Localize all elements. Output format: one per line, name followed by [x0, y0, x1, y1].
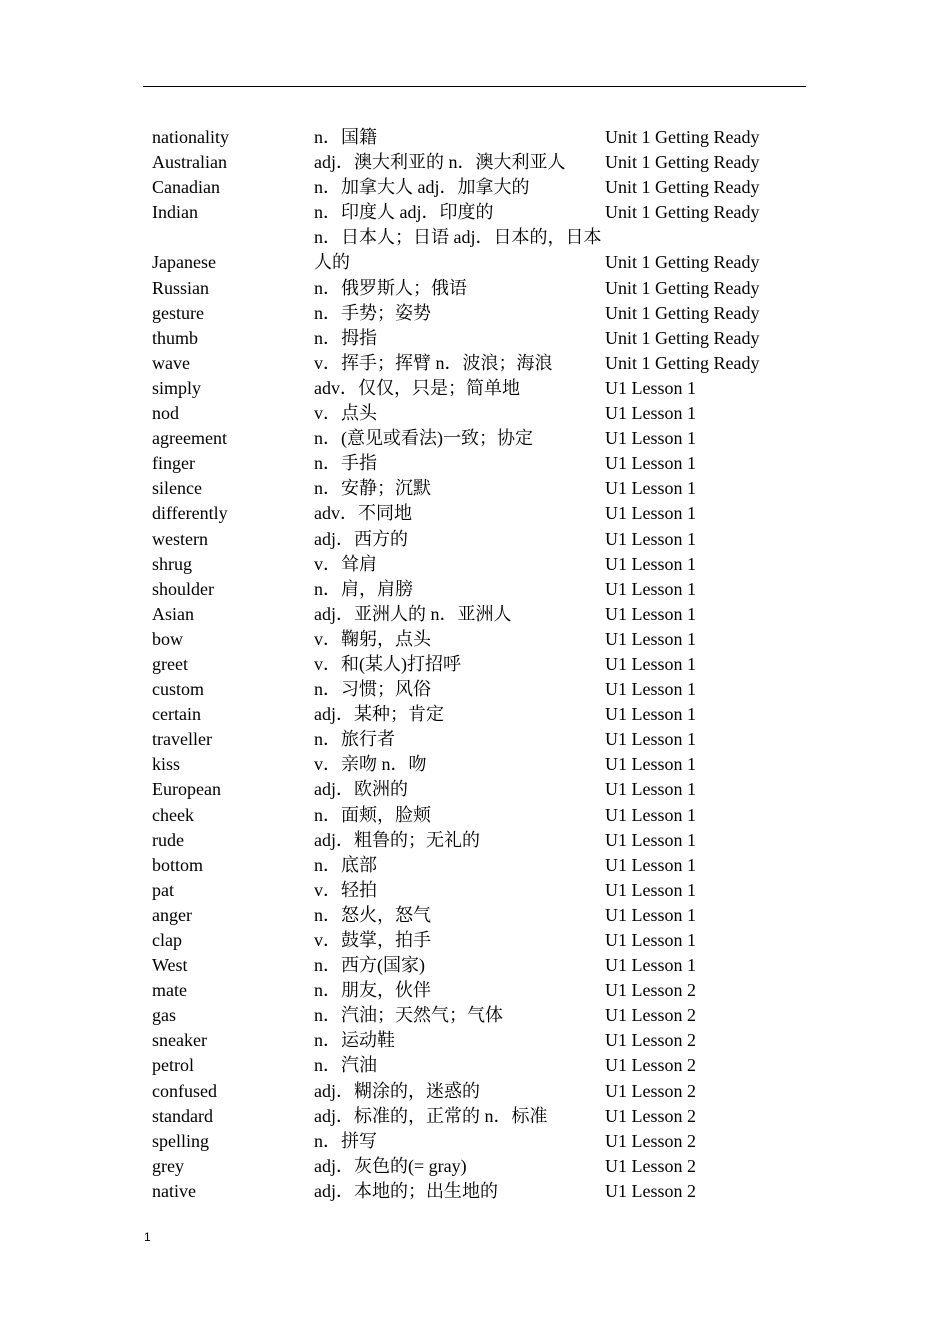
unit-cell: Unit 1 Getting Ready [605, 152, 760, 173]
table-row [152, 1003, 812, 1028]
definition-cell: n．肩，肩膀 [314, 578, 413, 599]
table-row [152, 175, 812, 200]
table-row [152, 903, 812, 928]
table-row [152, 276, 812, 301]
definition-cell: n．(意见或看法)一致；协定 [314, 428, 533, 449]
unit-cell: U1 Lesson 2 [605, 980, 696, 1001]
word-cell: confused [152, 1080, 217, 1101]
table-row [152, 225, 812, 275]
definition-cell: v．和(某人)打招呼 [314, 653, 461, 674]
definition-cell: n．底部 [314, 854, 377, 875]
unit-cell: U1 Lesson 1 [605, 603, 696, 624]
unit-cell: U1 Lesson 1 [605, 704, 696, 725]
table-row [152, 777, 812, 802]
definition-cell: n．俄罗斯人；俄语 [314, 277, 467, 298]
word-cell: grey [152, 1155, 184, 1176]
table-row [152, 1104, 812, 1129]
word-cell: western [152, 528, 208, 549]
unit-cell: U1 Lesson 1 [605, 503, 696, 524]
table-row [152, 627, 812, 652]
word-cell: differently [152, 503, 228, 524]
table-row [152, 351, 812, 376]
unit-cell: Unit 1 Getting Ready [605, 127, 760, 147]
table-row [152, 677, 812, 702]
table-row [152, 853, 812, 878]
word-cell: finger [152, 453, 195, 474]
unit-cell: U1 Lesson 1 [605, 428, 696, 449]
table-row [152, 803, 812, 828]
table-row [152, 527, 812, 552]
table-row [152, 200, 812, 225]
table-row [152, 1129, 812, 1154]
definition-cell: adj．灰色的(= gray) [314, 1155, 467, 1176]
word-cell: wave [152, 352, 190, 373]
unit-cell: U1 Lesson 1 [605, 528, 696, 549]
table-row [152, 1179, 812, 1204]
word-cell: shoulder [152, 578, 214, 599]
table-row [152, 727, 812, 752]
word-cell: cheek [152, 804, 194, 825]
definition-cell: v．鞠躬，点头 [314, 628, 431, 649]
definition-cell: adj．本地的；出生地的 [314, 1180, 498, 1201]
word-cell: gas [152, 1005, 176, 1026]
unit-cell: U1 Lesson 2 [605, 1005, 696, 1026]
table-row [152, 376, 812, 401]
table-row [152, 451, 812, 476]
word-cell: bottom [152, 854, 204, 875]
definition-cell: v．耸肩 [314, 553, 377, 574]
definition-cell: n．面颊，脸颊 [314, 804, 431, 825]
word-cell: rude [152, 829, 184, 850]
word-cell: nationality [152, 127, 229, 147]
vocabulary-table [152, 125, 812, 1204]
definition-cell: n．旅行者 [314, 729, 395, 750]
unit-cell: U1 Lesson 1 [605, 879, 696, 900]
word-cell: Asian [152, 603, 194, 624]
word-cell: anger [152, 904, 192, 925]
unit-cell: Unit 1 Getting Ready [605, 252, 760, 273]
word-cell: pat [152, 879, 174, 900]
unit-cell: U1 Lesson 2 [605, 1030, 696, 1051]
word-cell: European [152, 779, 221, 800]
definition-cell: adj．糊涂的，迷惑的 [314, 1080, 480, 1101]
unit-cell: Unit 1 Getting Ready [605, 177, 760, 198]
word-cell: nod [152, 403, 179, 424]
table-row [152, 552, 812, 577]
word-cell: standard [152, 1105, 213, 1126]
definition-cell: adj．澳大利亚的 n．澳大利亚人 [314, 152, 566, 173]
unit-cell: U1 Lesson 1 [605, 754, 696, 775]
table-row [152, 1028, 812, 1053]
word-cell: Canadian [152, 177, 220, 198]
word-cell: West [152, 955, 188, 976]
word-cell: greet [152, 653, 188, 674]
unit-cell: U1 Lesson 2 [605, 1130, 696, 1151]
word-cell: bow [152, 628, 183, 649]
vocabulary-table-body [152, 125, 812, 1204]
definition-cell: v．挥手；挥臂 n．波浪；海浪 [314, 352, 553, 373]
unit-cell: Unit 1 Getting Ready [605, 202, 760, 223]
table-row [152, 1079, 812, 1104]
word-cell: shrug [152, 553, 192, 574]
word-cell: spelling [152, 1130, 209, 1151]
table-row [152, 1053, 812, 1078]
definition-cell: n．印度人 adj．印度的 [314, 202, 494, 223]
unit-cell: Unit 1 Getting Ready [605, 302, 760, 323]
unit-cell: U1 Lesson 1 [605, 804, 696, 825]
unit-cell: U1 Lesson 2 [605, 1080, 696, 1101]
definition-cell: v．鼓掌，拍手 [314, 930, 431, 950]
table-row [152, 476, 812, 501]
unit-cell: Unit 1 Getting Ready [605, 352, 760, 373]
unit-cell: U1 Lesson 1 [605, 779, 696, 800]
definition-cell: n．手势；姿势 [314, 302, 431, 323]
unit-cell: U1 Lesson 1 [605, 904, 696, 925]
unit-cell: U1 Lesson 1 [605, 955, 696, 976]
table-row [152, 878, 812, 903]
table-row [152, 1154, 812, 1179]
word-cell: sneaker [152, 1030, 207, 1051]
definition-cell: adj．标准的，正常的 n．标准 [314, 1105, 548, 1126]
definition-cell: v．点头 [314, 403, 377, 424]
word-cell: kiss [152, 754, 181, 775]
table-row [152, 978, 812, 1003]
definition-cell: n．汽油；天然气；气体 [314, 1005, 503, 1026]
word-cell: clap [152, 930, 182, 950]
unit-cell: U1 Lesson 1 [605, 628, 696, 649]
unit-cell: U1 Lesson 1 [605, 930, 696, 950]
word-cell: gesture [152, 302, 204, 323]
table-row [152, 828, 812, 853]
table-row [152, 602, 812, 627]
word-cell: simply [152, 377, 202, 398]
table-row [152, 501, 812, 526]
word-cell: silence [152, 478, 202, 499]
unit-cell: U1 Lesson 1 [605, 453, 696, 474]
word-cell: Indian [152, 202, 198, 223]
table-row [152, 326, 812, 351]
unit-cell: U1 Lesson 1 [605, 553, 696, 574]
definition-cell: adv．不同地 [314, 503, 412, 524]
definition-cell: n．安静；沉默 [314, 478, 431, 499]
table-row [152, 125, 812, 150]
table-row [152, 752, 812, 777]
table-row [152, 953, 812, 978]
definition-cell: n．西方(国家) [314, 955, 425, 976]
definition-cell: n．国籍 [314, 127, 377, 147]
word-cell: Japanese [152, 252, 216, 273]
unit-cell: U1 Lesson 1 [605, 578, 696, 599]
definition-cell: v．亲吻 n．吻 [314, 754, 427, 775]
word-cell: petrol [152, 1055, 194, 1076]
unit-cell: Unit 1 Getting Ready [605, 327, 760, 348]
definition-cell: n．手指 [314, 453, 377, 474]
unit-cell: U1 Lesson 2 [605, 1155, 696, 1176]
table-row [152, 401, 812, 426]
definition-cell: n．拇指 [314, 327, 377, 348]
unit-cell: U1 Lesson 1 [605, 377, 696, 398]
definition-cell: n．拼写 [314, 1130, 377, 1151]
definition-cell: n．朋友，伙伴 [314, 980, 431, 1001]
unit-cell: U1 Lesson 2 [605, 1055, 696, 1076]
table-row [152, 577, 812, 602]
definition-cell: adj．某种；肯定 [314, 704, 444, 725]
table-row [152, 652, 812, 677]
unit-cell: U1 Lesson 1 [605, 679, 696, 700]
definition-cell: v．轻拍 [314, 879, 377, 900]
unit-cell: U1 Lesson 1 [605, 478, 696, 499]
table-row [152, 702, 812, 727]
definition-cell: n．习惯；风俗 [314, 679, 431, 700]
definition-cell: n．怒火，怒气 [314, 904, 431, 925]
unit-cell: U1 Lesson 1 [605, 829, 696, 850]
table-row [152, 928, 812, 953]
word-cell: thumb [152, 327, 199, 348]
word-cell: traveller [152, 729, 212, 750]
word-cell: Australian [152, 152, 227, 173]
page-number: 1 [144, 1230, 151, 1244]
definition-cell: n．汽油 [314, 1055, 377, 1076]
definition-cell: adj．西方的 [314, 528, 408, 549]
unit-cell: U1 Lesson 2 [605, 1180, 696, 1201]
unit-cell: U1 Lesson 1 [605, 653, 696, 674]
definition-cell: n．加拿大人 adj．加拿大的 [314, 177, 530, 198]
table-row [152, 426, 812, 451]
word-cell: agreement [152, 428, 227, 449]
unit-cell: U1 Lesson 2 [605, 1105, 696, 1126]
unit-cell: U1 Lesson 1 [605, 854, 696, 875]
definition-cell: adv．仅仅，只是；简单地 [314, 377, 520, 398]
unit-cell: U1 Lesson 1 [605, 403, 696, 424]
header-rule [143, 86, 806, 87]
unit-cell: U1 Lesson 1 [605, 729, 696, 750]
definition-cell: n．日本人；日语 adj．日本的，日本人的 [314, 227, 602, 273]
definition-cell: adj．粗鲁的；无礼的 [314, 829, 480, 850]
word-cell: Russian [152, 277, 210, 298]
word-cell: mate [152, 980, 187, 1001]
word-cell: native [152, 1180, 196, 1201]
word-cell: custom [152, 679, 204, 700]
definition-cell: n．运动鞋 [314, 1030, 395, 1051]
table-row [152, 150, 812, 175]
word-cell: certain [152, 704, 201, 725]
definition-cell: adj．欧洲的 [314, 779, 408, 800]
unit-cell: Unit 1 Getting Ready [605, 277, 760, 298]
definition-cell: adj．亚洲人的 n．亚洲人 [314, 603, 512, 624]
table-row [152, 301, 812, 326]
